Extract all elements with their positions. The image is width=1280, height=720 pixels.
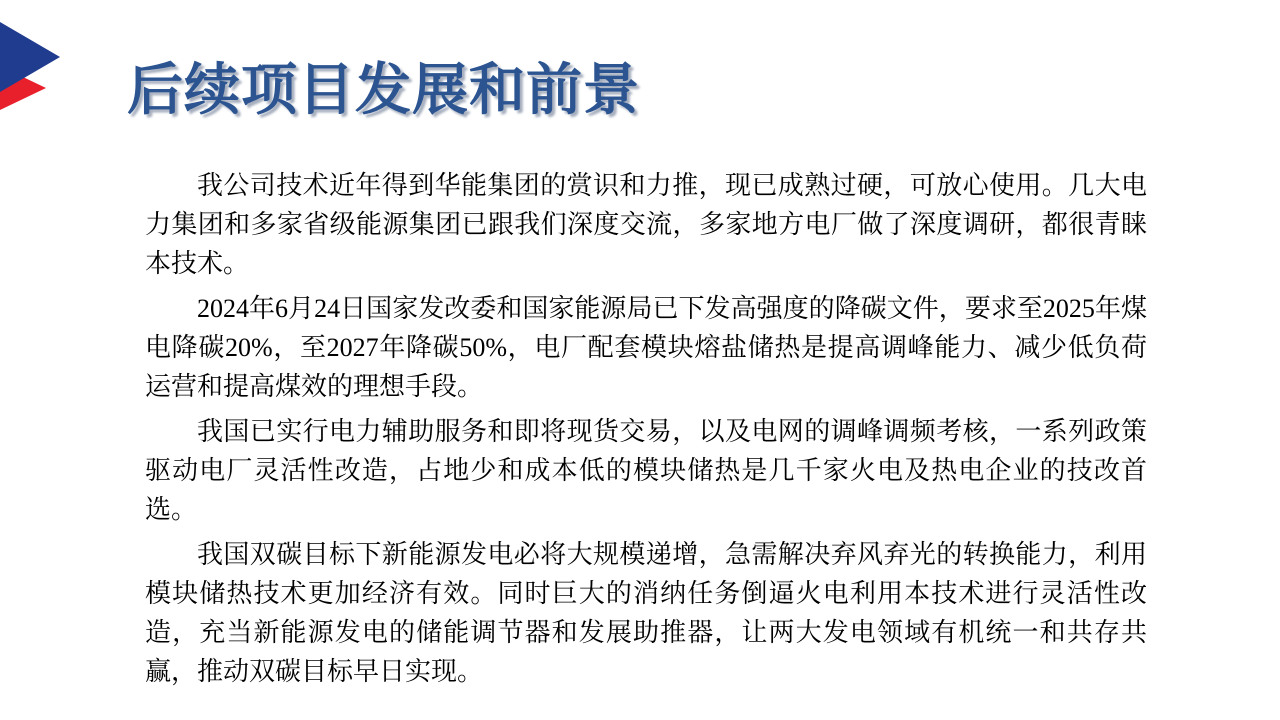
slide-body — [145, 166, 1147, 697]
body-paragraph: 我公司技术近年得到华能集团的赏识和力推，现已成熟过硬，可放心使用。几大电力集团和多家省级能源集团已跟我们深度交流，多家地方电厂做了深度调研，都很青睐本技术。 — [145, 171, 1147, 278]
corner-decoration — [0, 0, 70, 120]
slide-title: 后续项目发展和前景 — [127, 58, 640, 121]
body-paragraph: 我国双碳目标下新能源发电必将大规模递增，急需解决弃风弃光的转换能力，利用模块储热技术更加经济有效。同时巨大的消纳任务倒逼火电利用本技术进行灵活性改造，充当新能源发电的储能调节器和发展助推器，让两大发电领域有机统一和共存共赢，推动双碳目标早日实现。 — [145, 540, 1147, 686]
body-paragraph: 2024年6月24日国家发改委和国家能源局已下发高强度的降碳文件，要求至2025年煤电降碳20%，至2027年降碳50%，电厂配套模块熔盐储热是提高调峰能力、减少低负荷运营和提高煤效的理想手段。 — [145, 294, 1147, 401]
body-paragraph: 我国已实行电力辅助服务和即将现货交易，以及电网的调峰调频考核，一系列政策驱动电厂灵活性改造，占地少和成本低的模块储热是几千家火电及热电企业的技改首选。 — [145, 417, 1147, 524]
